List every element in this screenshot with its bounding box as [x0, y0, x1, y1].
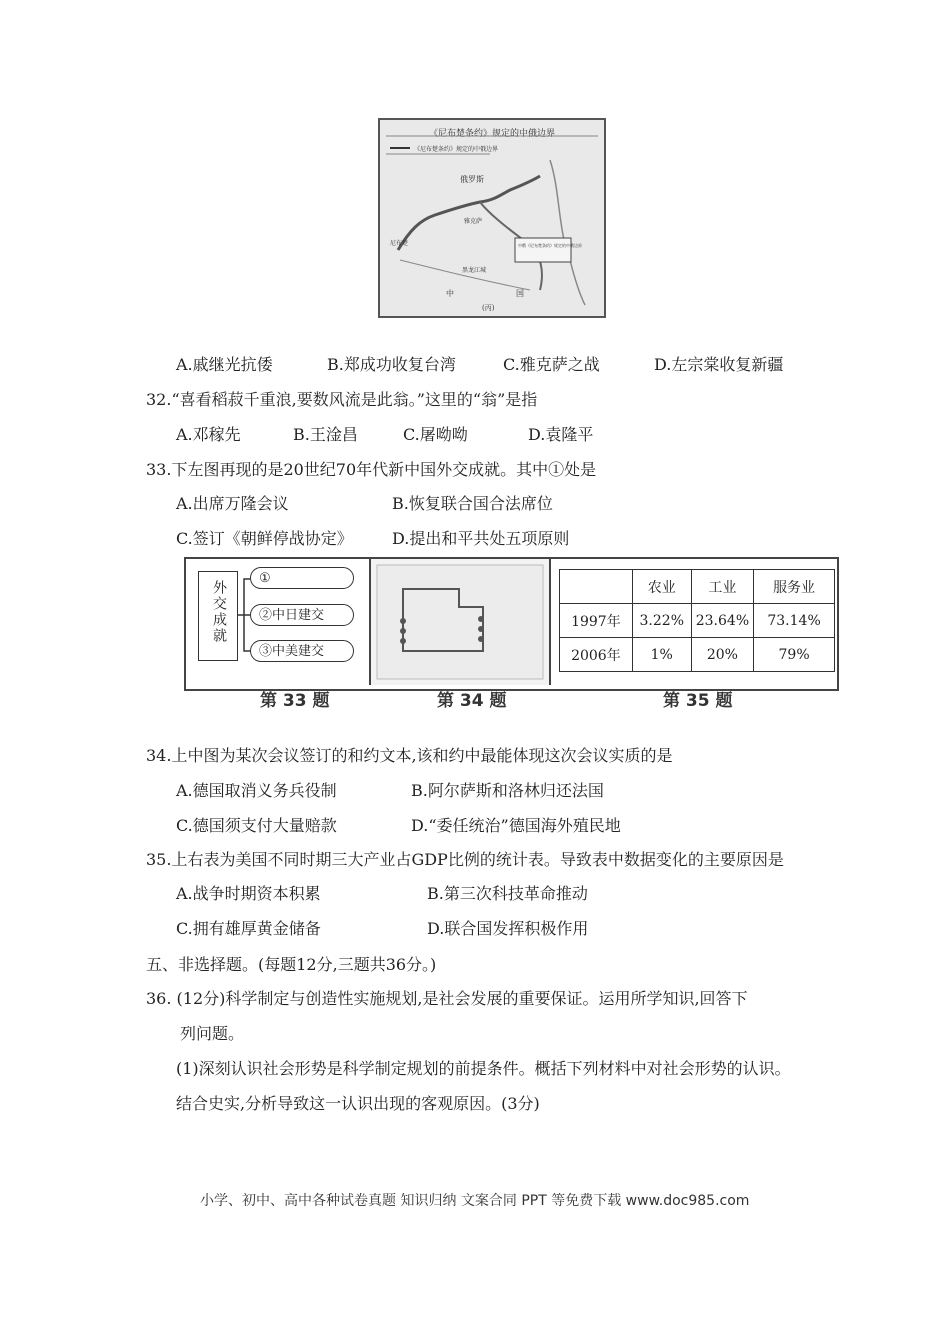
q32-option-b: B.王淦昌	[293, 425, 358, 444]
figure-33	[186, 559, 371, 685]
figure-34	[371, 559, 551, 685]
table-cell: 23.64%	[691, 604, 753, 638]
q34-stem: 34.上中图为某次会议签订的和约文本,该和约中最能体现这次会议实质的是	[146, 746, 673, 765]
q32-option-a: A.邓稼先	[176, 425, 241, 444]
table-row	[560, 638, 835, 672]
figure-35	[551, 559, 835, 685]
q34-option-b: B.阿尔萨斯和洛林归还法国	[411, 781, 604, 800]
fig33-item-1: ①	[250, 567, 354, 589]
q33-stem: 33.下左图再现的是20世纪70年代新中国外交成就。其中①处是	[146, 460, 597, 479]
q32-stem: 32.“喜看稻菽千重浪,要数风流是此翁。”这里的“翁”是指	[146, 390, 538, 409]
q33-option-a: A.出席万隆会议	[176, 494, 289, 513]
table-cell: 2006年	[560, 638, 633, 672]
gdp-table	[559, 569, 835, 672]
map-drawing	[380, 120, 604, 316]
q31-option-d: D.左宗棠收复新疆	[654, 355, 784, 374]
map-figure	[378, 118, 606, 318]
figures-strip	[184, 557, 839, 691]
map-label-zhong: 中	[446, 289, 454, 298]
map-label-russia: 俄罗斯	[460, 175, 484, 184]
q35-option-d: D.联合国发挥积极作用	[427, 919, 589, 938]
map-label-bing: (丙)	[482, 304, 495, 312]
caption-q34: 第 34 题	[437, 691, 507, 711]
q35-option-c: C.拥有雄厚黄金储备	[176, 919, 321, 938]
table-cell: 1%	[632, 638, 691, 672]
q31-option-b: B.郑成功收复台湾	[327, 355, 456, 374]
section-heading: 五、非选择题。(每题12分,三题共36分。)	[146, 955, 437, 974]
q34-option-c: C.德国须支付大量赔款	[176, 816, 337, 835]
fig34-treaty-image	[371, 559, 549, 685]
table-cell: 3.22%	[632, 604, 691, 638]
map-title: 《尼布楚条约》规定的中俄边界	[428, 129, 555, 139]
q33-option-b: B.恢复联合国合法席位	[392, 494, 553, 513]
q34-option-d: D.“委任统治”德国海外殖民地	[411, 816, 621, 835]
q31-option-a: A.戚继光抗倭	[176, 355, 273, 374]
q33-option-d: D.提出和平共处五项原则	[392, 529, 570, 548]
caption-q33: 第 33 题	[260, 691, 330, 711]
q36-sub1-line-2: 结合史实,分析导致这一认识出现的客观原因。(3分)	[176, 1094, 540, 1113]
q31-option-c: C.雅克萨之战	[503, 355, 600, 374]
map-label-guo: 国	[516, 289, 524, 298]
table-header-industry: 工业	[691, 570, 753, 604]
q36-line-2: 列问题。	[180, 1024, 245, 1043]
q32-option-d: D.袁隆平	[528, 425, 594, 444]
q35-option-b: B.第三次科技革命推动	[427, 884, 588, 903]
q32-option-c: C.屠呦呦	[403, 425, 468, 444]
table-header-agriculture: 农业	[632, 570, 691, 604]
map-legend: 《尼布楚条约》规定的中俄边界	[414, 146, 499, 153]
q33-option-c: C.签订《朝鲜停战协定》	[176, 529, 353, 548]
fig33-side-label: 外交成就	[211, 580, 227, 644]
map-label-yakesa: 雅克萨	[464, 218, 483, 225]
fig33-item-3: ③中美建交	[250, 640, 354, 662]
table-row	[560, 604, 835, 638]
q34-option-a: A.德国取消义务兵役制	[176, 781, 337, 800]
table-header-corner	[560, 570, 633, 604]
table-header-services: 服务业	[754, 570, 835, 604]
q36-sub1-line-1: (1)深刻认识社会形势是科学制定规划的前提条件。概括下列材料中对社会形势的认识。	[176, 1059, 791, 1078]
table-cell: 1997年	[560, 604, 633, 638]
page-footer: 小学、初中、高中各种试卷真题 知识归纳 文案合同 PPT 等免费下载 www.doc985.com	[200, 1193, 750, 1209]
map-label-nerchinsk: 尼布楚	[390, 240, 409, 247]
caption-q35: 第 35 题	[663, 691, 733, 711]
table-cell: 79%	[754, 638, 835, 672]
map-label-heilongjiang: 黑龙江城	[462, 267, 487, 274]
q35-option-a: A.战争时期资本积累	[176, 884, 321, 903]
fig33-item-2: ②中日建交	[250, 604, 354, 626]
map-label-border-note: 中俄《尼布楚条约》规定的中俄边界	[518, 243, 582, 248]
q36-line-1: 36. (12分)科学制定与创造性实施规划,是社会发展的重要保证。运用所学知识,回答下	[146, 989, 748, 1008]
table-cell: 73.14%	[754, 604, 835, 638]
table-cell: 20%	[691, 638, 753, 672]
q35-stem: 35.上右表为美国不同时期三大产业占GDP比例的统计表。导致表中数据变化的主要原因是	[146, 850, 784, 869]
